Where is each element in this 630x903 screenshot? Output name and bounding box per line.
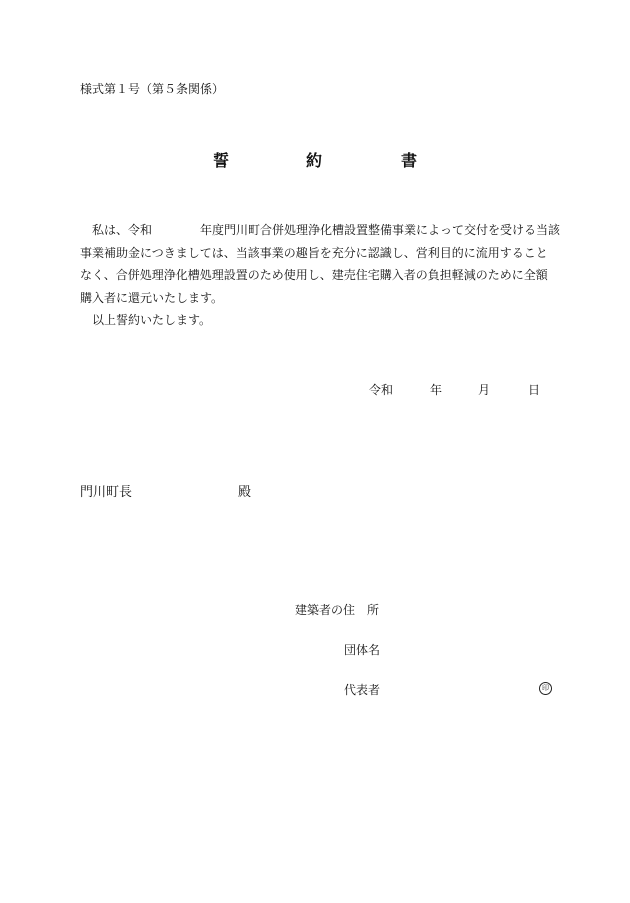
body-line-2: 事業補助金につきましては、当該事業の趣旨を充分に認識し、営利目的に流用すること	[80, 245, 548, 260]
addressee-name: 門川町長	[80, 485, 133, 500]
body-line-1-start: 私は、令和	[92, 223, 153, 237]
group-name-label: 団体名	[344, 643, 381, 657]
date-year: 年	[430, 383, 443, 397]
body-line-4: 購入者に還元いたします。	[80, 290, 224, 305]
seal-icon: 印	[539, 682, 552, 695]
addressee-honorific: 殿	[238, 485, 252, 500]
date-month: 月	[478, 383, 491, 397]
date-era: 令和	[369, 383, 394, 397]
body-line-1-end: 年度門川町合併処理浄化槽設置整備事業によって交付を受ける当該	[200, 223, 561, 237]
title-char-3: 書	[401, 151, 419, 170]
title-char-1: 誓	[213, 151, 231, 170]
body-line-3: なく、合併処理浄化槽処理設置のため使用し、建売住宅購入者の負担軽減のために全額	[80, 268, 548, 282]
body-line-5: 以上誓約いたします。	[92, 313, 212, 327]
form-number: 様式第１号（第５条関係）	[80, 82, 225, 96]
pledge-body	[80, 219, 561, 332]
date-day: 日	[528, 383, 541, 397]
builder-address-label: 建築者の住 所	[295, 603, 380, 617]
representative-label: 代表者	[344, 683, 381, 697]
title-char-2: 約	[306, 151, 324, 170]
body-line-1	[80, 219, 561, 242]
